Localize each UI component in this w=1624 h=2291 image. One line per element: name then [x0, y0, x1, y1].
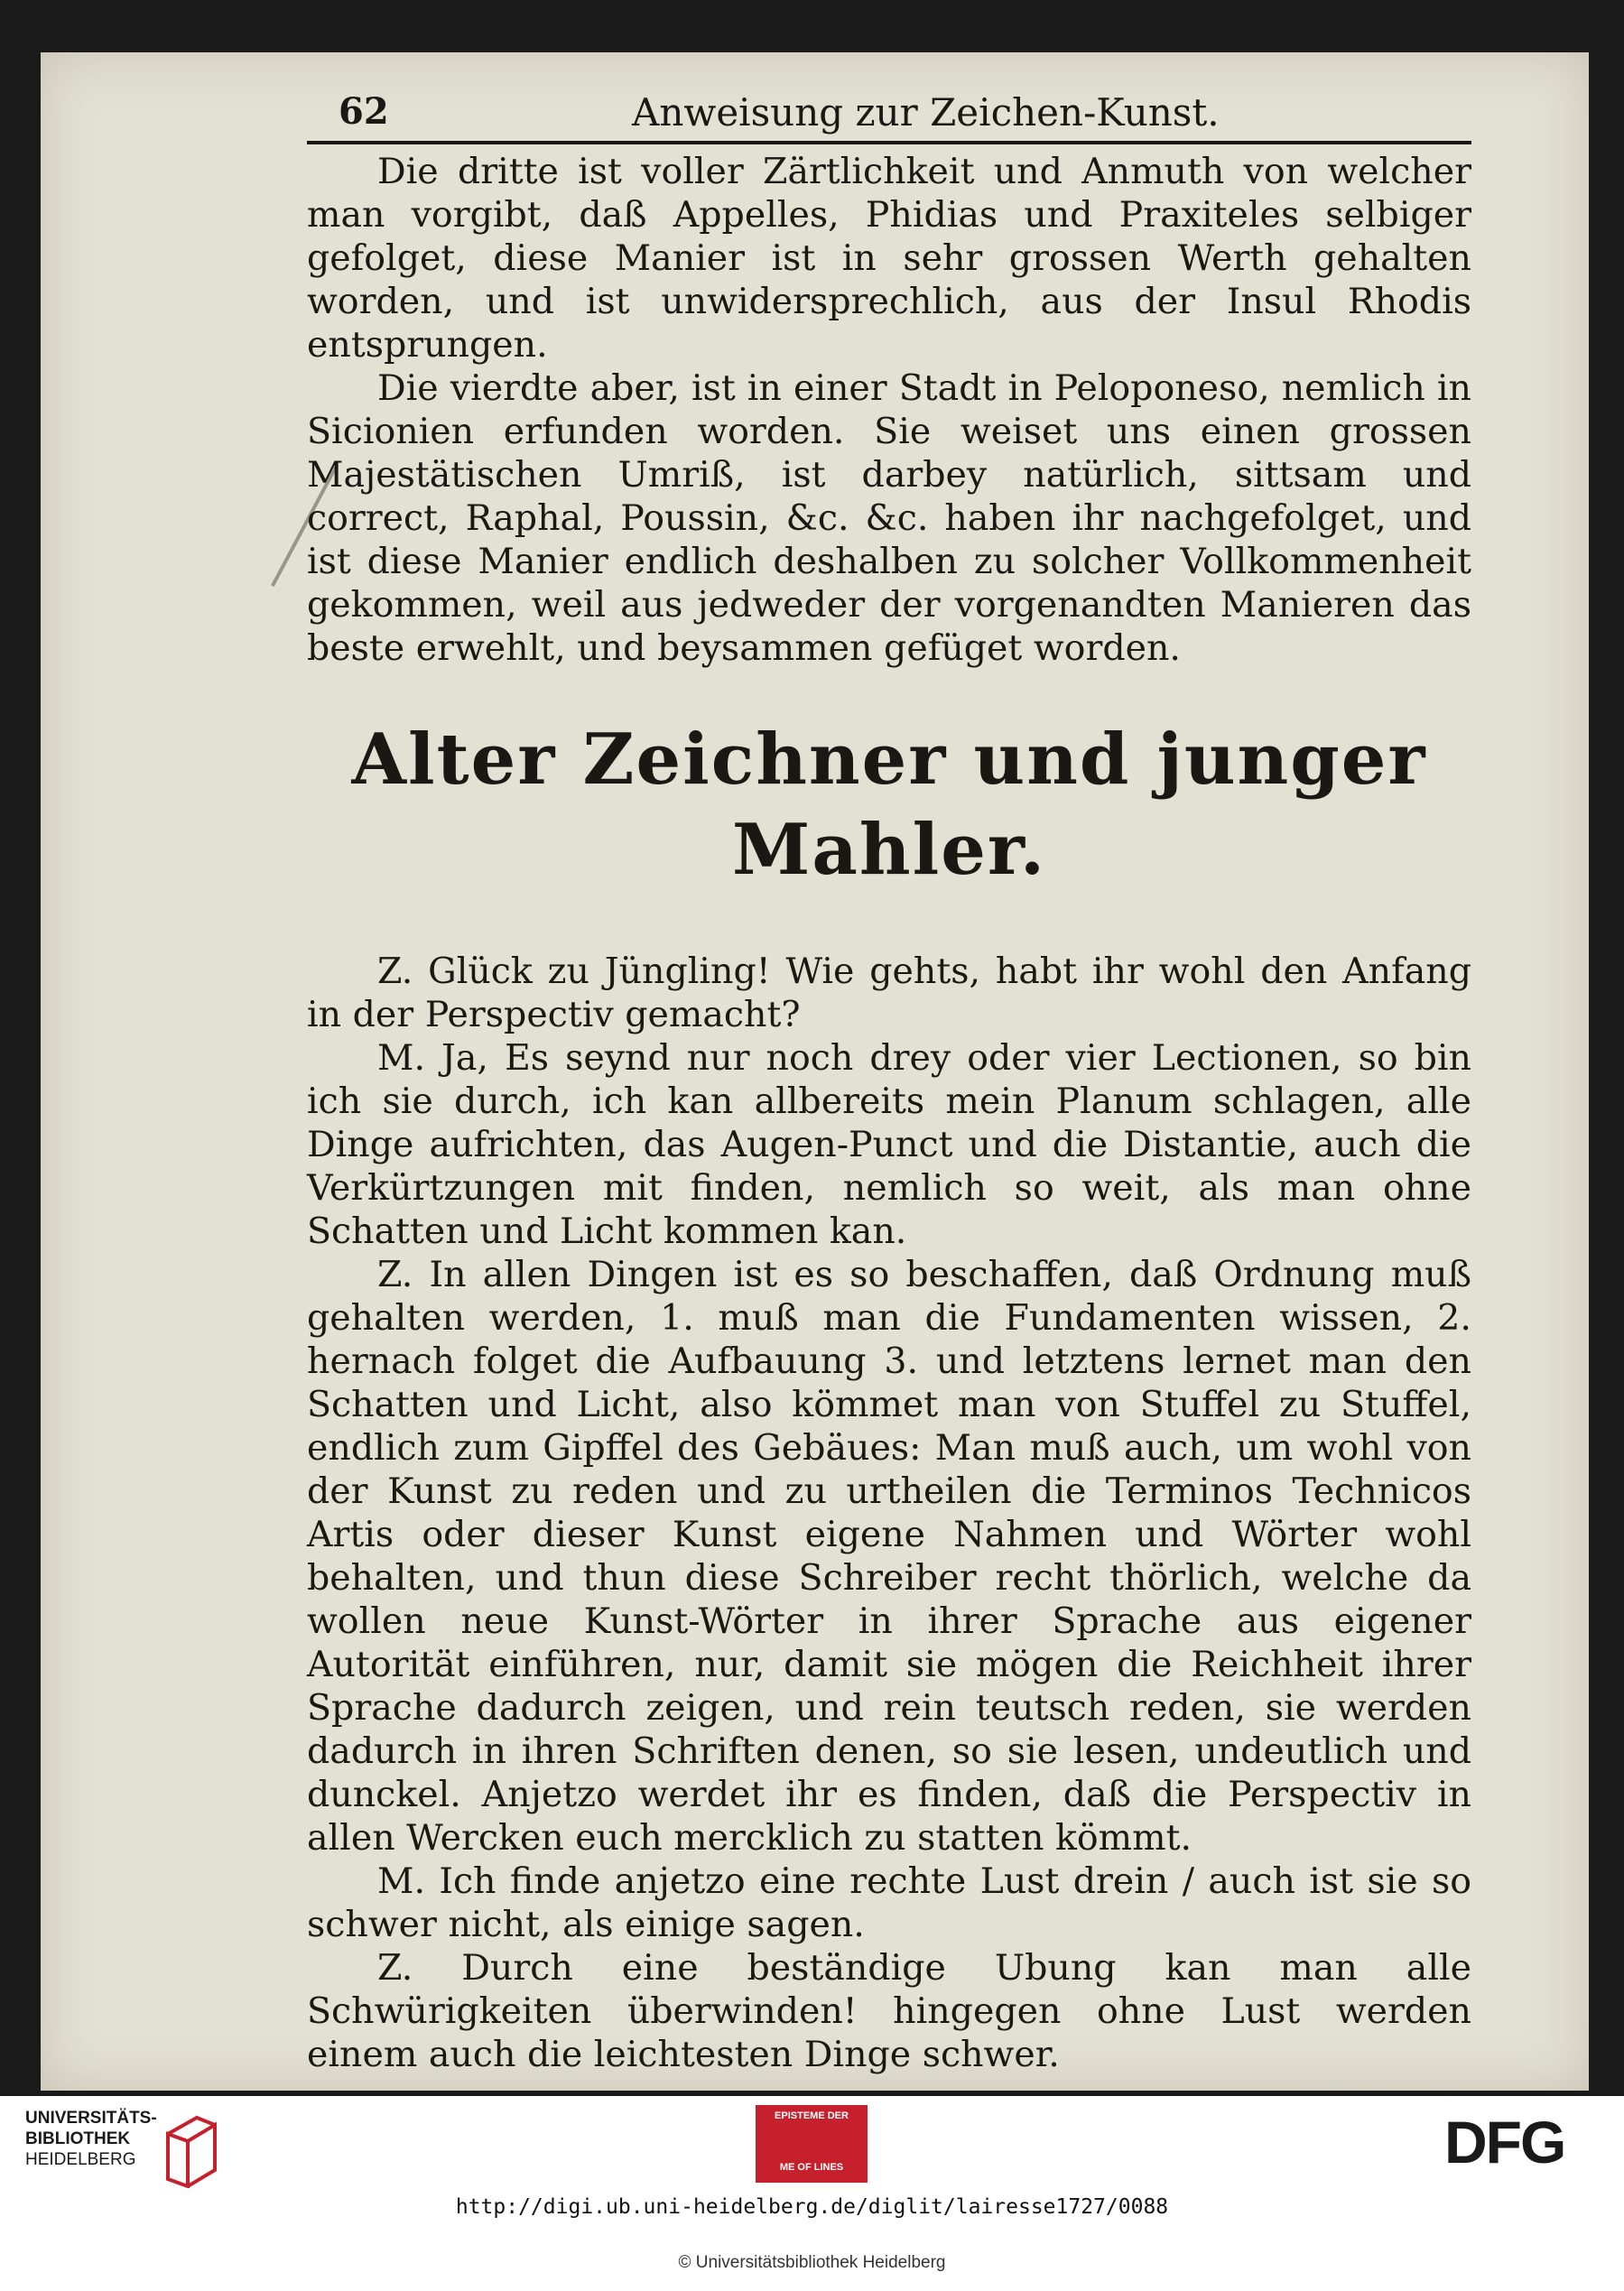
permalink-url[interactable]: http://digi.ub.uni-heidelberg.de/diglit/lairesse1727/0088	[455, 2195, 1169, 2219]
epistemes-logo-top: EPISTEME DER	[775, 2110, 849, 2121]
library-logo-line: HEIDELBERG	[25, 2150, 136, 2169]
page-content	[307, 90, 1471, 2129]
section-heading: Alter Zeichner und junger Mahler.	[351, 719, 1427, 891]
paragraph: Z. Glück zu Jüngling! Wie gehts, habt ihr wohl den Anfang in der Perspectiv gemacht?	[307, 951, 1471, 1035]
epistemes-logo[interactable]	[756, 2105, 868, 2183]
paragraph: M. Ich finde anjetzo eine rechte Lust drein / auch ist sie so schwer nicht, als einige sagen.	[307, 1860, 1471, 1945]
paragraph: Die vierdte aber, ist in einer Stadt in Peloponeso, nemlich in Sicionien erfunden worden. Sie weiset uns einen grossen Majestätischen Umriß, ist darbey natürlich, sittsam und correct, Raphal, Poussin, &c. &c. haben ihr nachgefolget, und ist diese Manier endlich deshalben zu solcher Vollkommenheit gekommen, weil aus jedweder der vorgenandten Manieren das beste erwehlt, und beysammen gefüget worden.	[307, 367, 1471, 669]
running-head	[307, 90, 1471, 144]
epistemes-logo-bottom: ME OF LINES	[779, 2162, 844, 2173]
paragraph: M. Ja, Es seynd nur noch drey oder vier Lectionen, so bin ich sie durch, ich kan allbereits mein Planum schlagen, alle Dinge aufrichten, das Augen-Punct und die Distantie, auch die Verkürtzungen mit finden, nemlich so weit, als man ohne Schatten und Licht kommen kan.	[307, 1037, 1471, 1252]
paragraph: Z. In allen Dingen ist es so beschaffen, daß Ordnung muß gehalten werden, 1. muß man die Fundamenten wissen, 2. hernach folget die Aufbauung 3. und letztens lernet man den Schatten und Licht, also kömmet man von Stuffel zu Stuffel, endlich zum Gipffel des Gebäues: Man muß auch, um wohl von der Kunst zu reden und zu urtheilen die Terminos Technicos Artis oder dieser Kunst eigene Nahmen und Wörter wohl behalten, und thun diese Schreiber recht thörlich, welche da wollen neue Kunst-Wörter in ihrer Sprache aus eigener Autorität einführen, nur, damit sie mögen die Reichheit ihrer Sprache dadurch zeigen, und rein teutsch reden, sie werden dadurch in ihren Schriften denen, so sie lesen, undeutlich und dunckel. Anjetzo werdet ihr es finden, daß die Perspectiv in allen Wercken euch mercklich zu statten kömmt.	[307, 1254, 1471, 1859]
page-number: 62	[339, 90, 389, 133]
dfg-logo[interactable]: DFG	[1444, 2109, 1565, 2175]
running-title: Anweisung zur Zeichen-Kunst.	[632, 90, 1220, 134]
body-text	[307, 150, 1471, 2129]
paragraph: Z. Durch eine beständige Ubung kan man alle Schwürigkeiten überwinden! hingegen ohne Lust werden einem auch die leichtesten Dinge schwer.	[307, 1947, 1471, 2075]
library-emblem-icon	[161, 2107, 224, 2188]
library-logo-line: BIBLIOTHEK	[25, 2129, 131, 2148]
paragraph: Die dritte ist voller Zärtlichkeit und Anmuth von welcher man vorgibt, daß Appelles, Phidias und Praxiteles selbiger gefolget, diese Manier ist in sehr grossen Werth gehalten worden, und ist unwidersprechlich, aus der Insul Rhodis entsprungen.	[307, 151, 1471, 366]
library-logo-line: UNIVERSITÄTS-	[25, 2109, 157, 2128]
copyright-notice: © Universitätsbibliothek Heidelberg	[678, 2253, 946, 2272]
